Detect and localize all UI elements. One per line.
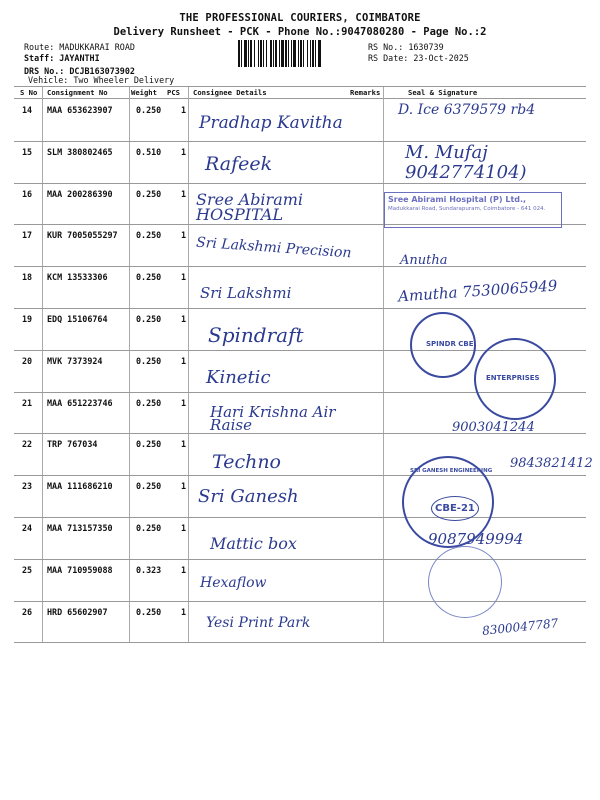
consignee-handwriting: Sri Lakshmi — [200, 284, 292, 302]
consignee-handwriting: Hari Krishna Air Raise — [210, 403, 336, 434]
row-divider — [14, 517, 586, 518]
row-divider — [14, 266, 586, 267]
row-pcs: 1 — [181, 188, 187, 199]
signature-handwriting: M. Mufaj 9042774104) — [405, 142, 527, 183]
barcode-bar — [273, 40, 274, 67]
row-weight: 0.250 — [136, 272, 162, 283]
rs-info — [368, 42, 469, 64]
row-sno: 22 — [22, 439, 33, 450]
consignee-handwriting: Yesi Print Park — [206, 615, 311, 631]
row-pcs: 1 — [181, 523, 187, 533]
consignee-handwriting: Hexaflow — [200, 575, 267, 591]
row-divider — [14, 141, 586, 142]
row-weight: 0.250 — [136, 314, 162, 324]
runsheet-header — [0, 12, 600, 38]
row-pcs: 1 — [181, 606, 187, 617]
row-pcs: 1 — [181, 564, 187, 575]
row-sno: 24 — [22, 523, 33, 533]
table-header-rule — [14, 98, 586, 99]
row-weight: 0.510 — [136, 146, 162, 157]
row-consignment: MAA 651223746 — [47, 397, 113, 408]
row-sno: 26 — [22, 606, 33, 617]
ganesh-stamp-text: SRI GANESH ENGINEERING — [410, 468, 493, 474]
row-pcs: 1 — [181, 105, 187, 115]
col-sno: S No — [20, 88, 38, 97]
rs-number: RS No.: 1630739 — [368, 42, 444, 52]
barcode-bar — [250, 40, 252, 67]
enterprises-stamp-text: ENTERPRISES — [486, 374, 540, 382]
staff-label: Staff: JAYANTHI — [24, 53, 100, 64]
row-consignment: MAA 713157350 — [47, 523, 113, 533]
barcode-bar — [260, 40, 262, 67]
row-weight: 0.250 — [136, 523, 162, 533]
barcode-image — [238, 40, 364, 67]
col-weight: Weight — [131, 88, 157, 97]
barcode-bar — [307, 40, 308, 67]
row-weight: 0.250 — [136, 439, 162, 450]
hospital-stamp — [384, 192, 562, 228]
row-divider — [14, 559, 586, 560]
row-weight: 0.250 — [136, 481, 162, 492]
col-seal: Seal & Signature — [408, 88, 478, 97]
row-weight: 0.250 — [136, 188, 162, 199]
consignee-handwriting: Mattic box — [210, 534, 297, 553]
row-consignment: HRD 65602907 — [47, 606, 108, 617]
hexaflow-stamp — [428, 546, 502, 618]
signature-handwriting: Anutha — [400, 253, 448, 268]
barcode-bar — [254, 40, 255, 67]
ganesh-stamp-center: CBE-21 — [431, 496, 479, 521]
rs-date: RS Date: 23-Oct-2025 — [368, 53, 469, 64]
barcode-bar — [288, 40, 289, 67]
row-pcs: 1 — [181, 314, 187, 324]
row-weight: 0.250 — [136, 105, 162, 115]
row-consignment: SLM 380802465 — [47, 146, 113, 157]
barcode-bar — [285, 40, 287, 67]
row-pcs: 1 — [181, 355, 187, 366]
row-sno: 14 — [22, 105, 33, 115]
consignee-handwriting: Kinetic — [206, 367, 271, 388]
route-info — [24, 42, 135, 78]
route-label: Route: MADUKKARAI ROAD — [24, 42, 135, 52]
spindraft-stamp-text: SPINDR CBE — [426, 340, 474, 348]
signature-handwriting: D. Ice 6379579 rb4 — [398, 102, 536, 118]
table-top-rule — [14, 86, 586, 87]
row-pcs: 1 — [181, 397, 187, 408]
row-weight: 0.323 — [136, 564, 162, 575]
barcode-bar — [303, 40, 304, 67]
row-sno: 15 — [22, 146, 33, 157]
row-consignment: MVK 7373924 — [47, 355, 103, 366]
consignee-handwriting: Sri Ganesh — [198, 486, 299, 507]
spindraft-stamp — [410, 312, 476, 378]
row-consignment: MAA 710959088 — [47, 564, 113, 575]
row-consignment: MAA 200286390 — [47, 188, 113, 199]
row-sno: 19 — [22, 314, 33, 324]
vehicle-label: Vehicle: Two Wheeler Delivery — [28, 75, 175, 85]
runsheet-subtitle: Delivery Runsheet - PCK - Phone No.:9047080280 - Page No.:2 — [113, 26, 487, 38]
consignee-handwriting: Techno — [212, 451, 281, 473]
barcode-bar — [291, 40, 292, 67]
row-weight: 0.250 — [136, 606, 162, 617]
barcode-bar — [318, 40, 321, 67]
barcode-bar — [310, 40, 311, 67]
hospital-stamp-address: Madukkarai Road, Sundarapuram, Coimbatore - 641 024. — [388, 206, 546, 212]
row-consignment: TRP 767034 — [47, 439, 98, 450]
barcode-bar — [312, 40, 314, 67]
row-divider — [14, 475, 586, 476]
barcode-bar — [298, 40, 299, 67]
consignee-handwriting: Pradhap Kavitha — [199, 113, 343, 133]
barcode-bar — [293, 40, 296, 67]
row-sno: 18 — [22, 272, 33, 283]
row-sno: 16 — [22, 188, 33, 199]
barcode-bar — [270, 40, 272, 67]
row-pcs: 1 — [181, 230, 187, 241]
row-pcs: 1 — [181, 146, 187, 157]
row-weight: 0.250 — [136, 230, 162, 241]
row-pcs: 1 — [181, 439, 187, 450]
row-sno: 25 — [22, 564, 33, 575]
barcode-bar — [238, 40, 240, 67]
barcode-bar — [266, 40, 267, 67]
signature-handwriting: 9843821412 — [510, 456, 593, 471]
barcode-bar — [315, 40, 316, 67]
barcode-bar — [241, 40, 242, 67]
row-sno: 21 — [22, 397, 33, 408]
barcode-bar — [263, 40, 264, 67]
barcode-bar — [281, 40, 284, 67]
row-divider — [14, 642, 586, 643]
signature-handwriting: 9087949994 — [428, 530, 524, 548]
col-pcs: PCS — [167, 88, 180, 97]
col-remarks: Remarks — [350, 88, 381, 97]
row-consignment: MAA 653623907 — [47, 105, 113, 115]
barcode-bar — [275, 40, 277, 67]
row-divider — [14, 601, 586, 602]
row-consignment: KCM 13533306 — [47, 272, 108, 283]
signature-handwriting: Amutha 7530065949 — [397, 276, 558, 306]
enterprises-stamp — [474, 338, 556, 420]
company-title: THE PROFESSIONAL COURIERS, COIMBATORE — [179, 12, 421, 24]
barcode-bar — [300, 40, 302, 67]
row-weight: 0.250 — [136, 355, 162, 366]
ganesh-stamp — [402, 456, 494, 548]
row-consignment: MAA 111686210 — [47, 481, 113, 492]
row-consignment: EDQ 15106764 — [47, 314, 108, 324]
consignee-handwriting: Sree Abirami HOSPITAL — [196, 190, 304, 224]
col-consignee: Consignee Details — [193, 88, 267, 97]
row-pcs: 1 — [181, 481, 187, 492]
barcode-bar — [258, 40, 259, 67]
barcode-bar — [248, 40, 249, 67]
row-sno: 17 — [22, 230, 33, 241]
consignee-handwriting: Rafeek — [205, 153, 273, 175]
barcode-bar — [244, 40, 247, 67]
signature-handwriting: 8300047787 — [481, 616, 559, 638]
row-sno: 23 — [22, 481, 33, 492]
consignee-handwriting: Sri Lakshmi Precision — [195, 234, 352, 262]
row-pcs: 1 — [181, 272, 187, 283]
col-consignment: Consignment No — [47, 88, 108, 97]
hospital-stamp-name: Sree Abirami Hospital (P) Ltd., — [388, 195, 527, 204]
row-weight: 0.250 — [136, 397, 162, 408]
signature-handwriting: 9003041244 — [452, 420, 535, 435]
row-consignment: KUR 7005055297 — [47, 230, 118, 241]
barcode-bar — [279, 40, 280, 67]
row-sno: 20 — [22, 355, 33, 366]
row-divider — [14, 308, 586, 309]
consignee-handwriting: Spindraft — [208, 323, 304, 347]
drs-label: DRS No.: DCJB163073902 — [24, 66, 135, 77]
